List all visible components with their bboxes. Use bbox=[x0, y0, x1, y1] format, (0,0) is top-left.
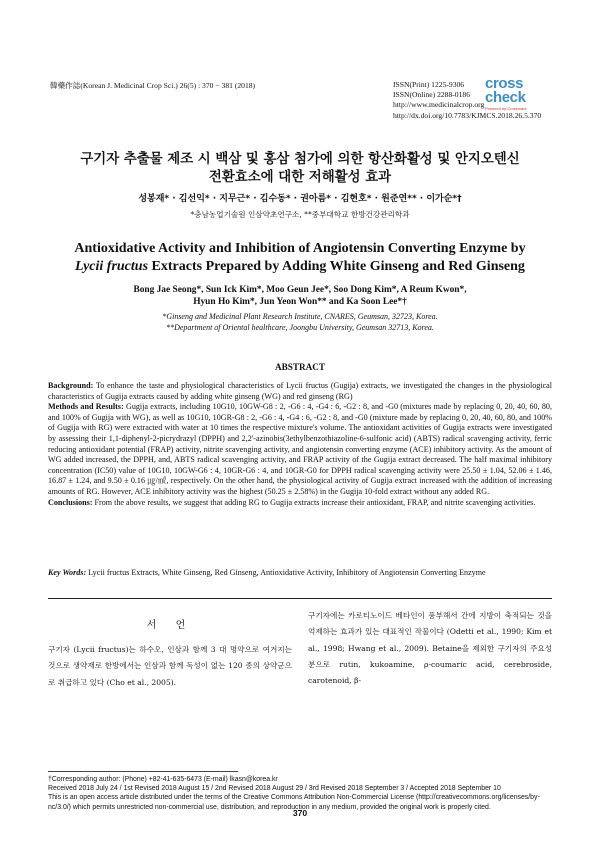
footnote-received: Received 2018 July 24 / 1st Revised 2018 August 15 / 2nd Revised 2018 August 29 / 3rd Revised 2018 September 3 / Accepted 2018 September 10 bbox=[48, 785, 501, 793]
keywords-text: Lycii fructus Extracts, White Ginseng, Red Ginseng, Antioxidative Activity, Inhibitory of Angiotensin Converting Enzyme bbox=[86, 568, 486, 577]
abstract-conclusions bbox=[48, 498, 552, 509]
footnote-divider bbox=[48, 771, 238, 772]
english-authors-line1: Bong Jae Seong*, Sun Ick Kim*, Moo Geun Jee*, Soo Dong Kim*, A Reum Kwon*, bbox=[133, 285, 467, 295]
english-authors-line2: Hyun Ho Kim*, Jun Yeon Won** and Ka Soon Lee*† bbox=[193, 297, 407, 307]
body-left-column: 구기자 (Lycii fructus)는 하수오, 인삼과 함께 3 대 명약으로 여겨지는 것으로 생약재로 한방에서는 인삼과 함께 독성이 없는 120 종의 상약군으로 취급하고 있다 (Cho et al., 2005). bbox=[48, 645, 292, 687]
footnote-license: This is an open access article distributed under the terms of the Creative Commons Attribution Non-Commercial License (http://creativecommons.org/licenses/by-nc/3.0/) which permits unrestricted non-commercial use, distribution, and reproduction in any medium, provided the original work is properly cited. bbox=[48, 794, 540, 811]
body-right-column: 구기자에는 카로티노이드 베타인이 풍부해서 간에 지방이 축적되는 것을 억제하는 효과가 있는 대표적인 작물이다 (Odetti et al., 1990; Kim et al., 1998; Hwang et al., 2009). Betaine을 제외한 구기자의 주요성분으로 rutin, kukoamine, ρ-coumaric acid, cerebroside, carotenoid, β- bbox=[308, 611, 552, 686]
doi-link[interactable]: http://dx.doi.org/10.7783/KJMCS.2018.26.5.370 bbox=[393, 110, 542, 120]
issn-print: ISSN(Print) 1225-9306 bbox=[393, 80, 465, 89]
issn-online: ISSN(Online) 2288-0186 bbox=[393, 90, 470, 100]
abstract-background bbox=[48, 381, 552, 402]
korean-title-line2: 전환효소에 대한 저해활성 효과 bbox=[208, 170, 392, 185]
english-title-line2 bbox=[40, 258, 560, 276]
english-title-line1: Antioxidative Activity and Inhibition of Angiotensin Converting Enzyme by bbox=[74, 241, 526, 256]
background-text: To enhance the taste and physiological characteristics of Lycii fructus (Gugija) extracts, we investigated the changes in the physiological characteristics of Gugija extracts caused by adding white ginseng (WG) and red ginseng (RG) bbox=[48, 381, 552, 401]
abstract-methods bbox=[48, 402, 552, 497]
conclusions-label: Conclusions: bbox=[48, 497, 93, 507]
page-number: 370 bbox=[292, 808, 308, 818]
footnote bbox=[48, 775, 552, 812]
korean-authors: 성봉재* · 김선익* · 지무근* · 김수동* · 권아름* · 김현호* · 원준연** · 이가순*† bbox=[138, 194, 462, 204]
crossmark-powered: Powered by Crossmark bbox=[485, 106, 527, 111]
keywords-label: Key Words: bbox=[48, 568, 87, 577]
methods-text: Gugija extracts, including 10G10, 10GW-G8 : 2, -G6 : 4, -G4 : 6, -G2 : 8, and -G0 (mixtures made by replacing 0, 20, 40, 60, 80, and 100% of Gugija with WG), as well as 10G10, 10GR-G8 : 2, -G6 : 4, -G4 : 6, -G2 : 8, and -G0 (mixture made by replacing 0, 20, 40, 60, 80, and 100% of Gugija with RG) were extracted with water at 10 times the respective mixture's volume. The antioxidant activities of Gugija extracts were investigated by assessing their 1,1-diphenyl-2-picrydrazyl (DPPH) and 2,2'-azinobis(3ethylbenzothiazoline-6-sulfonic acid) (ABTS) radical scavenging activity, ferric reducing antioxidant potential (FRAP) activity, nitrite scavenging activity, and angiotensin converting enzyme (ACE) inhibitory activity. As the amount of WG added increased, the DPPH, and, ABTS radical scavenging activity, and FRAP activity of the Gugija extract decreased. The half maximal inhibitory concentration (IC50) value of 10G10, 10GW-G6 : 4, 10GR-G6 : 4, and 10GR-G0 for DPPH radical scavenging activity were 25.50 ± 1.04, 52.06 ± 1.46, 16.87 ± 1.24, and 9.50 ± 0.16 ㎍/㎖, respectively. On the other hand, the physiological activity of Gugija extract increased with the addition of increasing amounts of RG. However, ACE inhibitory activity was the highest (50.25 ± 2.58%) in the Gugija 10-fold extract without any added RG. bbox=[48, 402, 552, 496]
crossmark-word-check: check bbox=[485, 89, 526, 106]
english-authors bbox=[40, 284, 560, 308]
journal-citation: 韓藥作誌(Korean J. Medicinal Crop Sci.) 26(5) : 370 − 381 (2018) bbox=[50, 81, 256, 90]
abstract-divider bbox=[48, 598, 552, 599]
korean-affiliation: *충남농업기술원 인삼약초연구소, **중부대학교 한방건강관리학과 bbox=[190, 210, 410, 219]
methods-label: Methods and Results: bbox=[48, 402, 124, 412]
section-heading-introduction: 서 언 bbox=[146, 620, 194, 631]
journal-url[interactable]: http://www.medicinalcrop.org bbox=[393, 100, 485, 110]
crossmark-word-cross: cross bbox=[485, 75, 524, 92]
background-label: Background: bbox=[48, 381, 94, 390]
korean-title-line1: 구기자 추출물 제조 시 백삼 및 홍삼 첨가에 의한 항산화활성 및 안지오텐신 bbox=[80, 152, 520, 167]
english-affiliation-line1: *Ginseng and Medicinal Plant Research Institute, CNARES, Geumsan, 32723, Korea. bbox=[162, 312, 438, 321]
crossmark-logo[interactable] bbox=[485, 77, 551, 111]
english-title-species: Lycii fructus bbox=[75, 259, 149, 274]
korean-title bbox=[40, 151, 560, 187]
conclusions-text: From the above results, we suggest that adding RG to Gugija extracts increase their antioxidant, FRAP, and nitrite scavenging activities. bbox=[92, 497, 536, 507]
english-title bbox=[40, 240, 560, 276]
footnote-corresponding: †Corresponding author: (Phone) +82-41-635-6473 (E-mail) lkasn@korea.kr bbox=[48, 776, 278, 783]
abstract-body bbox=[48, 381, 552, 508]
english-affiliation-line2: **Department of Oriental healthcare, Joongbu University, Geumsan 32713, Korea. bbox=[166, 322, 434, 332]
keywords bbox=[48, 568, 552, 579]
abstract-heading: ABSTRACT bbox=[274, 362, 326, 372]
english-affiliation bbox=[40, 312, 560, 333]
english-title-rest: Extracts Prepared by Adding White Ginseng and Red Ginseng bbox=[148, 259, 525, 274]
